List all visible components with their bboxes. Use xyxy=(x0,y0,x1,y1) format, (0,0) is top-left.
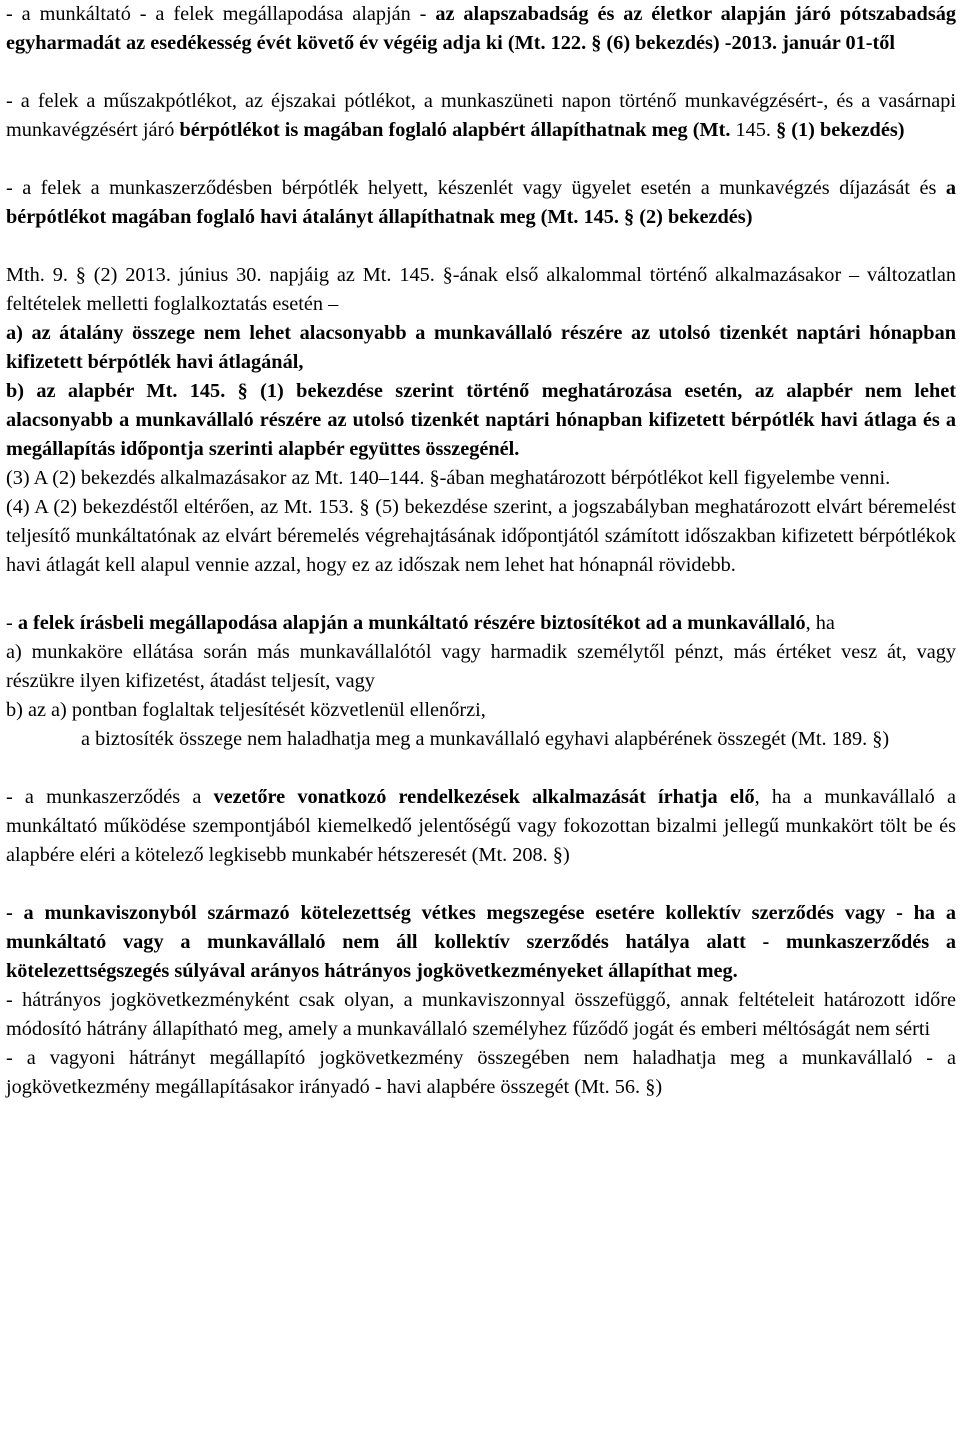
bold-text-segment: - a munkaviszonyból származó kötelezettség vétkes megszegése esetére kollektív szerződés vagy - ha a munkáltató vagy a munkavállaló nem áll kollektív szerződés hatálya alatt - munkaszerződés a kötelezettségszegés súlyával arányos hátrányos jogkövetkezményeket állapíthat meg. xyxy=(6,902,956,982)
paragraph-7 xyxy=(6,464,956,493)
bold-text-segment: az alapszabadság és az életkor alapján járó pótszabadság egyharmadát az esedékesség évét követő év végéig adja ki (Mt. 122. § (6) bekezdés) -2013. január 01-től xyxy=(6,3,956,54)
paragraph-5 xyxy=(6,319,956,377)
text-segment: - hátrányos jogkövetkezményként csak olyan, a munkaviszonnyal összefüggő, annak feltételeit határozott időre módosító hátrány állapítható meg, amely a munkavállaló személyhez fűződő jogát és emberi méltóságát nem sérti xyxy=(6,989,956,1040)
bold-text-segment: bérpótlékot is magában foglaló alapbért állapíthatnak meg (Mt. xyxy=(179,119,736,141)
text-segment: , ha xyxy=(805,612,835,634)
text-segment: - a munkáltató - a felek megállapodása alapján - xyxy=(6,3,436,25)
paragraph-13 xyxy=(6,783,956,870)
bold-text-segment: a felek írásbeli megállapodása alapján a munkáltató részére biztosítékot ad a munkavállaló xyxy=(17,612,806,634)
text-segment: - xyxy=(6,612,18,634)
paragraph-1 xyxy=(6,0,956,58)
bold-text-segment: b) az alapbér Mt. 145. § (1) bekezdése szerint történő meghatározása esetén, az alapbér nem lehet alacsonyabb a munkavállaló részére az utolsó tizenkét naptári hónapban kifizetett bérpótlék havi átlaga és a megállapítás időpontja szerinti alapbér együttes összegénél. xyxy=(6,380,956,460)
paragraph-6 xyxy=(6,377,956,464)
text-segment: - a munkaszerződés a xyxy=(6,786,214,808)
text-segment: a biztosíték összege nem haladhatja meg a munkavállaló egyhavi alapbérének összegét (Mt. 189. §) xyxy=(81,728,890,750)
paragraph-14 xyxy=(6,899,956,986)
text-segment: a) munkaköre ellátása során más munkavállalótól vagy harmadik személytől pénzt, más értéket vesz át, vagy részükre ilyen kifizetést, átadást teljesít, vagy xyxy=(6,641,956,692)
paragraph-16 xyxy=(6,1044,956,1102)
text-segment: 145. xyxy=(735,119,777,141)
paragraph-10 xyxy=(6,638,956,696)
paragraph-15 xyxy=(6,986,956,1044)
text-segment: - a felek a munkaszerződésben bérpótlék helyett, készenlét vagy ügyelet esetén a munkavégzés díjazását és xyxy=(6,177,946,199)
text-segment: - a vagyoni hátrányt megállapító jogkövetkezmény összegében nem haladhatja meg a munkavállaló - a jogkövetkezmény megállapításakor irányadó - havi alapbére összegét (Mt. 56. §) xyxy=(6,1047,956,1098)
text-segment: (3) A (2) bekezdés alkalmazásakor az Mt. 140–144. §-ában meghatározott bérpótlékot kell figyelembe venni. xyxy=(6,467,891,489)
paragraph-2 xyxy=(6,87,956,145)
text-segment: b) az a) pontban foglaltak teljesítését közvetlenül ellenőrzi, xyxy=(6,699,486,721)
paragraph-3 xyxy=(6,174,956,232)
bold-text-segment: a) az átalány összege nem lehet alacsonyabb a munkavállaló részére az utolsó tizenkét naptári hónapban kifizetett bérpótlék havi átlagánál, xyxy=(6,322,956,373)
paragraph-9 xyxy=(6,609,956,638)
bold-text-segment: a bérpótlékot magában foglaló havi átalányt állapíthatnak meg (Mt. 145. § (2) bekezdés) xyxy=(6,177,956,228)
paragraph-11 xyxy=(6,696,956,725)
bold-text-segment: vezetőre vonatkozó rendelkezések alkalmazását írhatja elő xyxy=(213,786,755,808)
text-segment: Mth. 9. § (2) 2013. június 30. napjáig az Mt. 145. §-ának első alkalommal történő alkalmazásakor – változatlan feltételek melletti foglalkoztatás esetén – xyxy=(6,264,956,315)
text-segment: (4) A (2) bekezdéstől eltérően, az Mt. 153. § (5) bekezdése szerint, a jogszabályban meghatározott elvárt béremelést teljesítő munkáltatónak az elvárt béremelés végrehajtásának időpontjától számított időszakban kifizetett bérpótlékok havi átlagát kell alapul vennie azzal, hogy ez az időszak nem lehet hat hónapnál rövidebb. xyxy=(6,496,956,576)
text-segment: , ha a munkavállaló a munkáltató működése szempontjából kiemelkedő jelentőségű vagy fokozottan bizalmi jellegű munkakört tölt be és alapbére eléri a kötelező legkisebb munkabér hétszeresét (Mt. 208. §) xyxy=(6,786,956,866)
text-segment: - a felek a műszakpótlékot, az éjszakai pótlékot, a munkaszüneti napon történő munkavégzésért-, és a vasárnapi munkavégzésért járó xyxy=(6,90,956,141)
paragraph-4 xyxy=(6,261,956,319)
paragraph-8 xyxy=(6,493,956,580)
paragraph-12 xyxy=(6,725,956,754)
bold-text-segment: § (1) bekezdés) xyxy=(776,119,905,141)
